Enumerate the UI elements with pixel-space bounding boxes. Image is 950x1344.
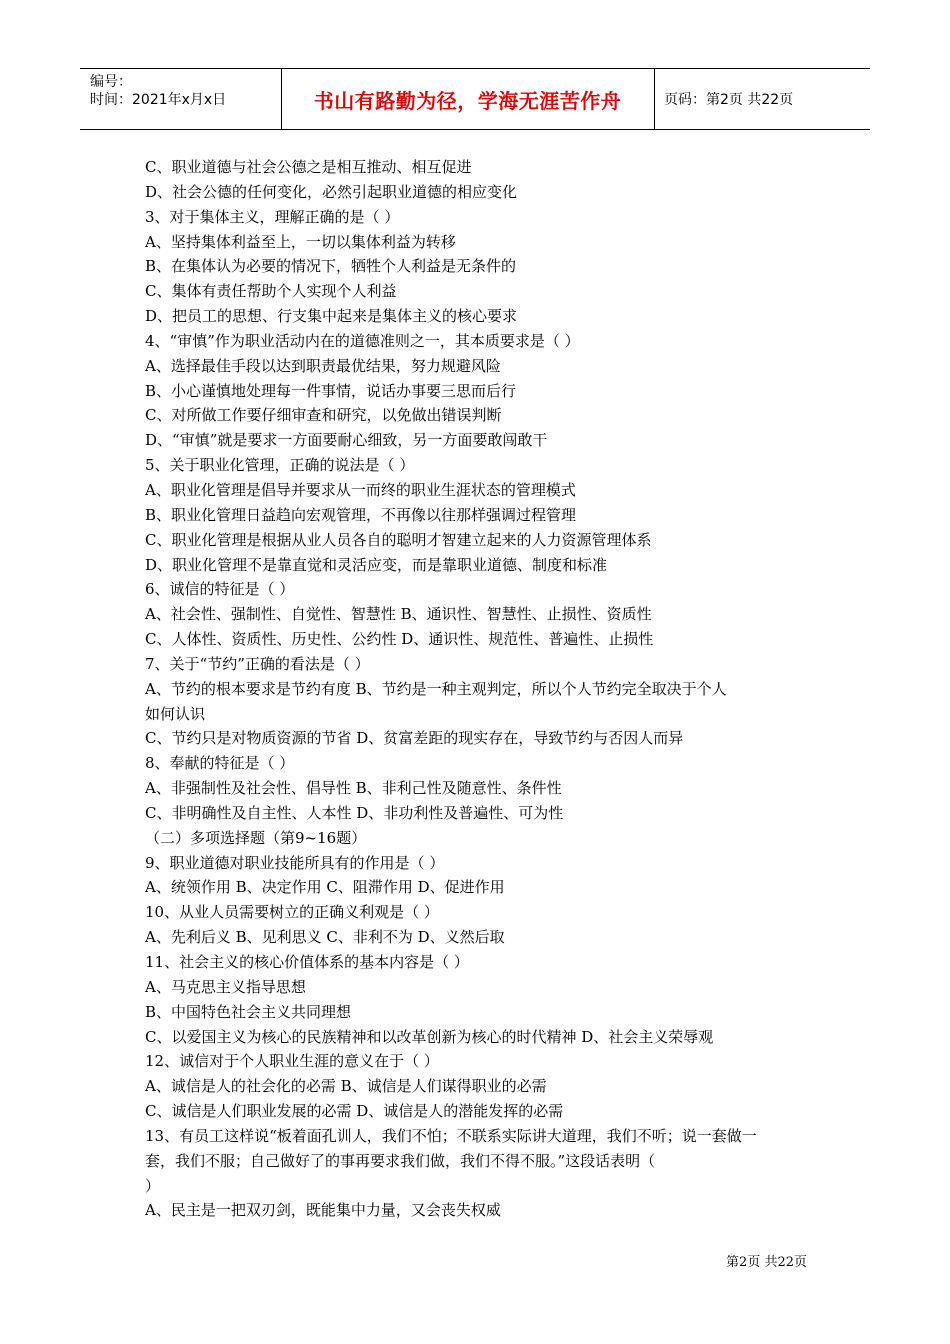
document-number-label: 编号： [90,74,132,90]
text-line: A、民主是一把双刃剑，既能集中力量，又会丧失权威 [145,1201,501,1220]
text-line: 套，我们不服；自己做好了的事再要求我们做，我们不得不服。”这段话表明（ [145,1151,656,1170]
text-line: B、中国特色社会主义共同理想 [145,1002,352,1021]
text-line: A、节约的根本要求是节约有度 B、节约是一种主观判定，所以个人节约完全取决于个人 [145,679,727,698]
question-stem: 12、诚信对于个人职业生涯的意义在于（ ） [145,1052,439,1071]
header-page-cell [655,69,870,129]
question-stem: 3、对于集体主义，理解正确的是（ ） [145,207,400,226]
header-meta-cell [80,69,282,129]
text-line: D、职业化管理不是靠直觉和灵活应变，而是靠职业道德、制度和标准 [145,555,608,574]
text-line: D、社会公德的任何变化，必然引起职业道德的相应变化 [145,182,518,201]
header-motto: 书山有路勤为径，学海无涯苦作舟 [313,88,622,113]
question-stem: 11、社会主义的核心价值体系的基本内容是（ ） [145,953,469,971]
question-stem: 8、奉献的特征是（ ） [145,754,295,773]
document-time-label: 时间：2021年x月x日 [90,92,227,108]
header-page-info: 页码：第2页 共22页 [664,92,794,108]
text-line: C、职业化管理是根据从业人员各自的聪明才智建立起来的人力资源管理体系 [145,530,652,549]
text-line: ） [145,1176,161,1195]
text-line: A、社会性、强制性、自觉性、智慧性 B、通识性、智慧性、止损性、资质性 [145,605,652,624]
text-line: A、选择最佳手段以达到职责最优结果，努力规避风险 [145,356,501,375]
section-heading: （二）多项选择题（第9~16题） [145,828,367,847]
question-stem: 9、职业道德对职业技能所具有的作用是（ ） [145,853,445,872]
text-line: D、“审慎”就是要求一方面要耐心细致，另一方面要敢闯敢干 [145,431,548,450]
text-line: B、职业化管理日益趋向宏观管理，不再像以往那样强调过程管理 [145,505,577,524]
text-line: A、马克思主义指导思想 [145,977,306,996]
text-line: C、集体有责任帮助个人实现个人利益 [145,282,397,301]
question-stem: 10、从业人员需要树立的正确义利观是（ ） [145,903,439,922]
text-line: C、非明确性及自主性、人本性 D、非功利性及普遍性、可为性 [145,803,564,822]
question-stem: 13、有员工这样说“板着面孔训人，我们不怕；不联系实际讲大道理，我们不听；说一套做一 [145,1126,757,1145]
text-line: C、诚信是人们职业发展的必需 D、诚信是人的潜能发挥的必需 [145,1102,564,1121]
text-line: 如何认识 [145,704,206,723]
text-line: B、在集体认为必要的情况下，牺牲个人利益是无条件的 [145,257,517,276]
text-line: C、以爱国主义为核心的民族精神和以改革创新为核心的时代精神 D、社会主义荣辱观 [145,1027,714,1046]
question-stem: 6、诚信的特征是（ ） [145,580,295,599]
text-line: A、非强制性及社会性、倡导性 B、非利己性及随意性、条件性 [145,779,562,798]
text-line: C、节约只是对物质资源的节省 D、贫富差距的现实存在，导致节约与否因人而异 [145,729,684,748]
text-line: A、先利后义 B、见利思义 C、非利不为 D、义然后取 [145,928,505,947]
question-content [145,155,810,1223]
text-line: C、对所做工作要仔细审查和研究，以免做出错误判断 [145,406,502,425]
text-line: C、职业道德与社会公德之是相互推动、相互促进 [145,158,472,176]
page-header [80,68,870,130]
text-line: D、把员工的思想、行支集中起来是集体主义的核心要求 [145,307,518,326]
text-line: B、小心谨慎地处理每一件事情，说话办事要三思而后行 [145,381,517,400]
question-stem: 5、关于职业化管理，正确的说法是（ ） [145,456,415,475]
text-line: A、职业化管理是倡导并要求从一而终的职业生涯状态的管理模式 [145,480,576,499]
question-stem: 4、“审慎”作为职业活动内在的道德准则之一，其本质要求是（ ） [145,331,580,350]
header-motto-cell [281,69,655,129]
question-stem: 7、关于“节约”正确的看法是（ ） [145,654,370,673]
text-line: A、坚持集体利益至上，一切以集体利益为转移 [145,232,456,251]
text-line: A、统领作用 B、决定作用 C、阻滞作用 D、促进作用 [145,878,505,897]
page-footer: 第2页 共22页 [726,1255,807,1270]
text-line: C、人体性、资质性、历史性、公约性 D、通识性、规范性、普遍性、止损性 [145,630,654,649]
text-line: A、诚信是人的社会化的必需 B、诚信是人们谋得职业的必需 [145,1077,547,1096]
